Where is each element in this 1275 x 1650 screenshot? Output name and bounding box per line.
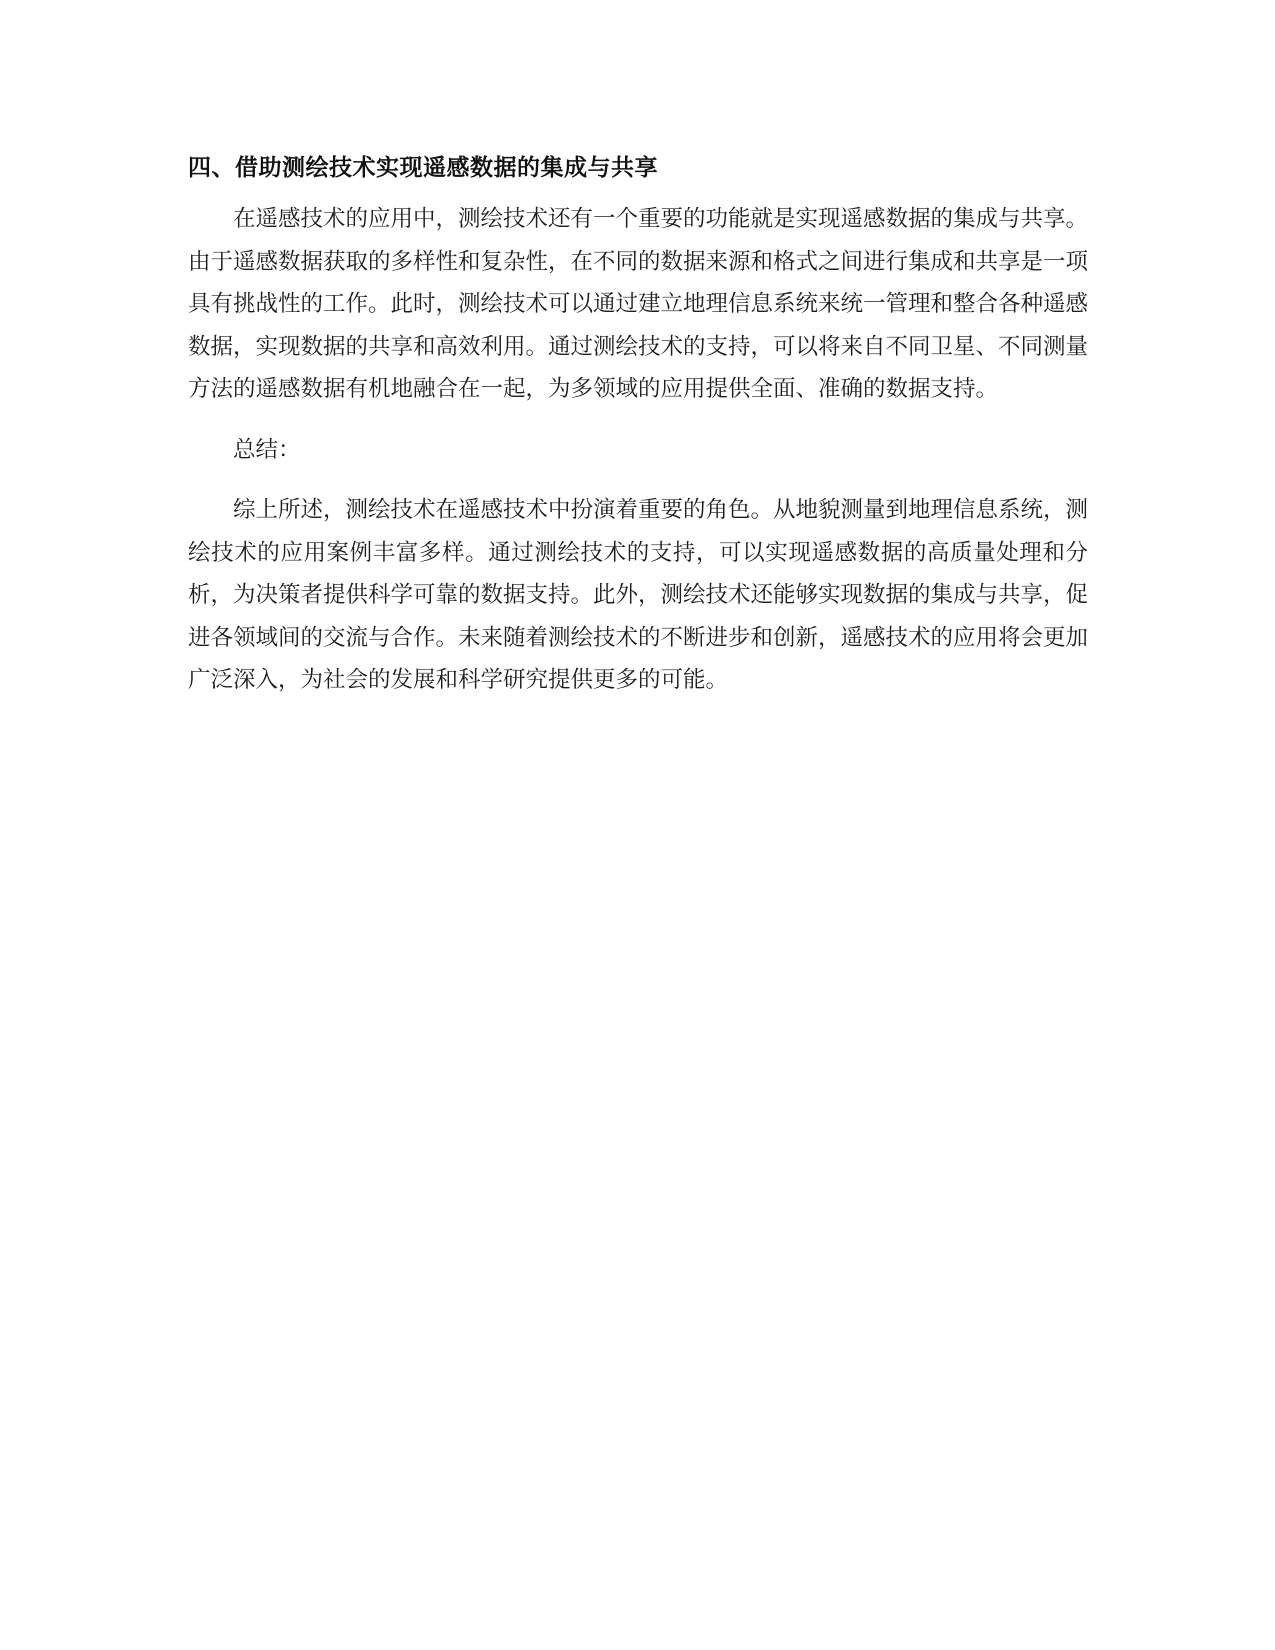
paragraph-data-integration: 在遥感技术的应用中，测绘技术还有一个重要的功能就是实现遥感数据的集成与共享。由于遥感数据获取的多样性和复杂性，在不同的数据来源和格式之间进行集成和共享是一项具有挑战性的工作。此时，测绘技术可以通过建立地理信息系统来统一管理和整合各种遥感数据，实现数据的共享和高效利用。通过测绘技术的支持，可以将来自不同卫星、不同测量方法的遥感数据有机地融合在一起，为多领域的应用提供全面、准确的数据支持。 <box>188 206 1089 402</box>
paragraph-summary: 综上所述，测绘技术在遥感技术中扮演着重要的角色。从地貌测量到地理信息系统，测绘技术的应用案例丰富多样。通过测绘技术的支持，可以实现遥感数据的高质量处理和分析，为决策者提供科学可靠的数据支持。此外，测绘技术还能够实现数据的集成与共享，促进各领域间的交流与合作。未来随着测绘技术的不断进步和创新，遥感技术的应用将会更加广泛深入，为社会的发展和科学研究提供更多的可能。 <box>188 497 1089 693</box>
section-heading: 四、借助测绘技术实现遥感数据的集成与共享 <box>188 155 658 181</box>
summary-label: 总结： <box>233 436 301 463</box>
